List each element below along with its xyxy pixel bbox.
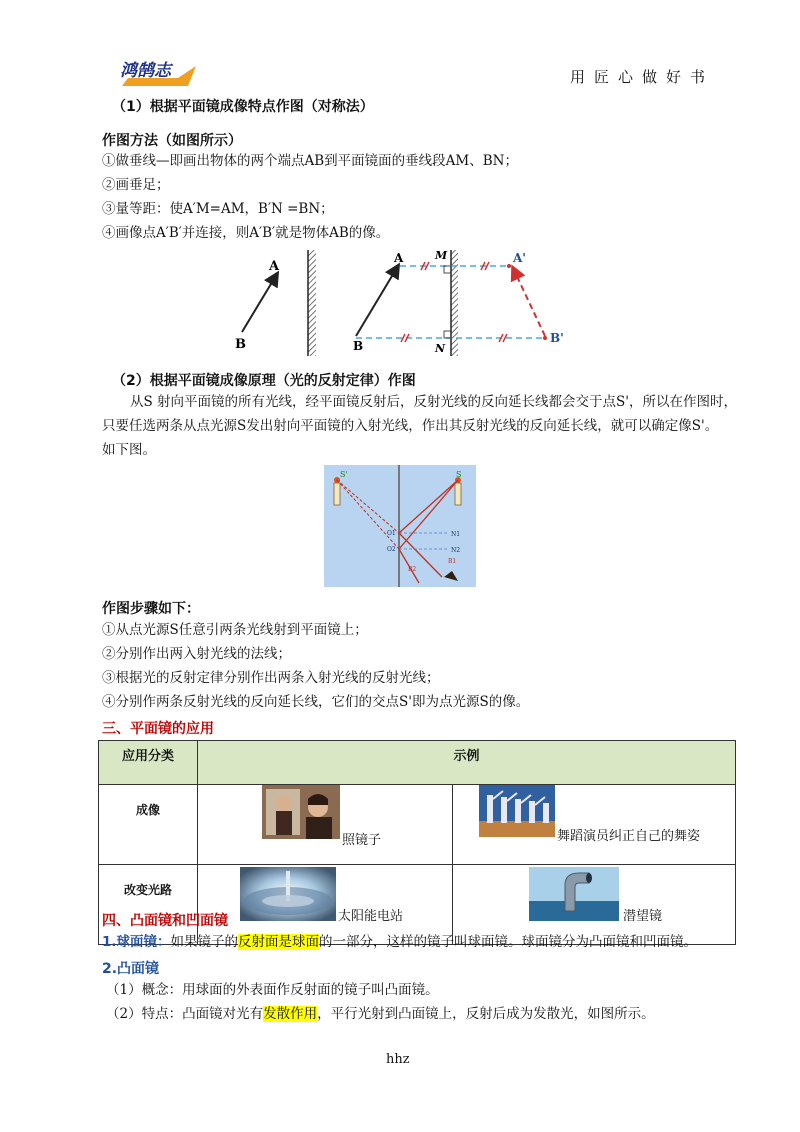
image-ab-line	[513, 268, 545, 336]
label-o1: O1	[387, 530, 396, 537]
candle-left	[334, 483, 340, 505]
label-n: N	[435, 342, 446, 355]
caption-mirror: 照镜子	[342, 833, 382, 848]
label-m: M	[435, 249, 448, 262]
header-motto: 用匠心做好书	[570, 68, 715, 86]
table-header-category: 应用分类	[99, 741, 198, 785]
label-s: S	[456, 470, 462, 479]
section2-para3: 如下图。	[102, 442, 156, 458]
label-b2: B2	[408, 566, 417, 573]
label-b-2: B	[353, 339, 364, 353]
feature-pre: （2）特点：凸面镜对光有	[106, 1006, 264, 1022]
section4-title: 四、凸面镜和凹面镜	[102, 913, 228, 929]
brand-logo	[118, 56, 196, 90]
s2-step-1: ①从点光源S任意引两条光线射到平面镜上；	[102, 622, 368, 638]
section2-para1: 从S 射向平面镜的所有光线，经平面镜反射后，反射光线的反向延长线都会交于点S'，所以在作图时，	[130, 394, 737, 410]
feature-paragraph	[106, 1006, 655, 1023]
solar-station-photo	[240, 867, 336, 921]
step-2: ②画垂足；	[102, 177, 170, 193]
object-ab-line-2	[356, 266, 398, 336]
symmetry-figure	[225, 248, 585, 360]
candle-right	[455, 483, 461, 505]
object-ab-line	[242, 274, 277, 332]
feature-post: ，平行光射到凸面镜上，反射后成为发散光，如图所示。	[317, 1006, 655, 1022]
table-header-example: 示例	[198, 741, 736, 785]
label-n2: N2	[451, 547, 461, 554]
label-s-image: S'	[340, 470, 348, 479]
label-a-2: A	[394, 251, 404, 265]
caption-dancers: 舞蹈演员纠正自己的舞姿	[557, 829, 701, 844]
caption-solar: 太阳能电站	[338, 909, 404, 924]
logo-text: 鸿鹄志	[120, 61, 171, 81]
steps-title: 作图步骤如下：	[102, 601, 200, 617]
label-b1: B1	[448, 558, 457, 565]
label-o2: O2	[387, 546, 396, 553]
step-1: ①做垂线—即画出物体的两个端点AB到平面镜面的垂线段AM、BN；	[102, 153, 518, 169]
periscope-photo	[529, 867, 619, 921]
item1-post: 的一部分，这样的镜子叫球面镜。球面镜分为凸面镜和凹面镜。	[319, 934, 698, 950]
item1-pre: 如果镜子的	[170, 934, 239, 950]
row-category: 改变光路	[99, 865, 198, 945]
feature-highlight: 发散作用	[263, 1006, 318, 1022]
label-a-image: A'	[513, 251, 526, 265]
item1-label: 1.球面镜：	[102, 934, 171, 950]
table-row	[99, 785, 736, 865]
s2-step-4: ④分别作两条反射光线的反向延长线，它们的交点S'即为点光源S的像。	[102, 694, 530, 710]
section2-para2: 只要任选两条从点光源S发出射向平面镜的入射光线，作出其反射光线的反向延长线，就可以确定像S'。	[102, 418, 719, 434]
table-row	[99, 865, 736, 945]
label-b-image: B'	[550, 331, 564, 345]
label-a: A	[269, 259, 280, 274]
label-n1: N1	[451, 531, 461, 538]
concept-text: （1）概念：用球面的外表面作反射面的镜子叫凸面镜。	[106, 982, 439, 998]
item1-highlight: 反射面是球面	[238, 934, 320, 950]
section1-title: （1）根据平面镜成像特点作图（对称法）	[112, 99, 374, 115]
mirror-photo	[262, 785, 340, 839]
caption-periscope: 潜望镜	[623, 909, 663, 924]
s2-step-2: ②分别作出两入射光线的法线；	[102, 646, 291, 662]
page-footer: hhz	[386, 1052, 410, 1067]
step-3: ③量等距：使A′M=AM，B′N =BN；	[102, 201, 334, 217]
label-b: B	[235, 337, 246, 352]
mirror-left	[308, 250, 316, 356]
item2-label: 2.凸面镜	[102, 961, 160, 977]
row-category: 成像	[99, 785, 198, 865]
reflection-figure	[324, 465, 476, 587]
spherical-mirror-paragraph	[102, 934, 697, 951]
dancers-photo	[479, 785, 555, 837]
step-4: ④画像点A′B′并连接，则A′B′就是物体AB的像。	[102, 225, 390, 241]
section2-title: （2）根据平面镜成像原理（光的反射定律）作图	[112, 373, 416, 389]
section3-title: 三、平面镜的应用	[102, 721, 214, 737]
s2-step-3: ③根据光的反射定律分别作出两条入射光线的反射光线；	[102, 670, 440, 686]
method-title: 作图方法（如图所示）	[102, 133, 242, 149]
